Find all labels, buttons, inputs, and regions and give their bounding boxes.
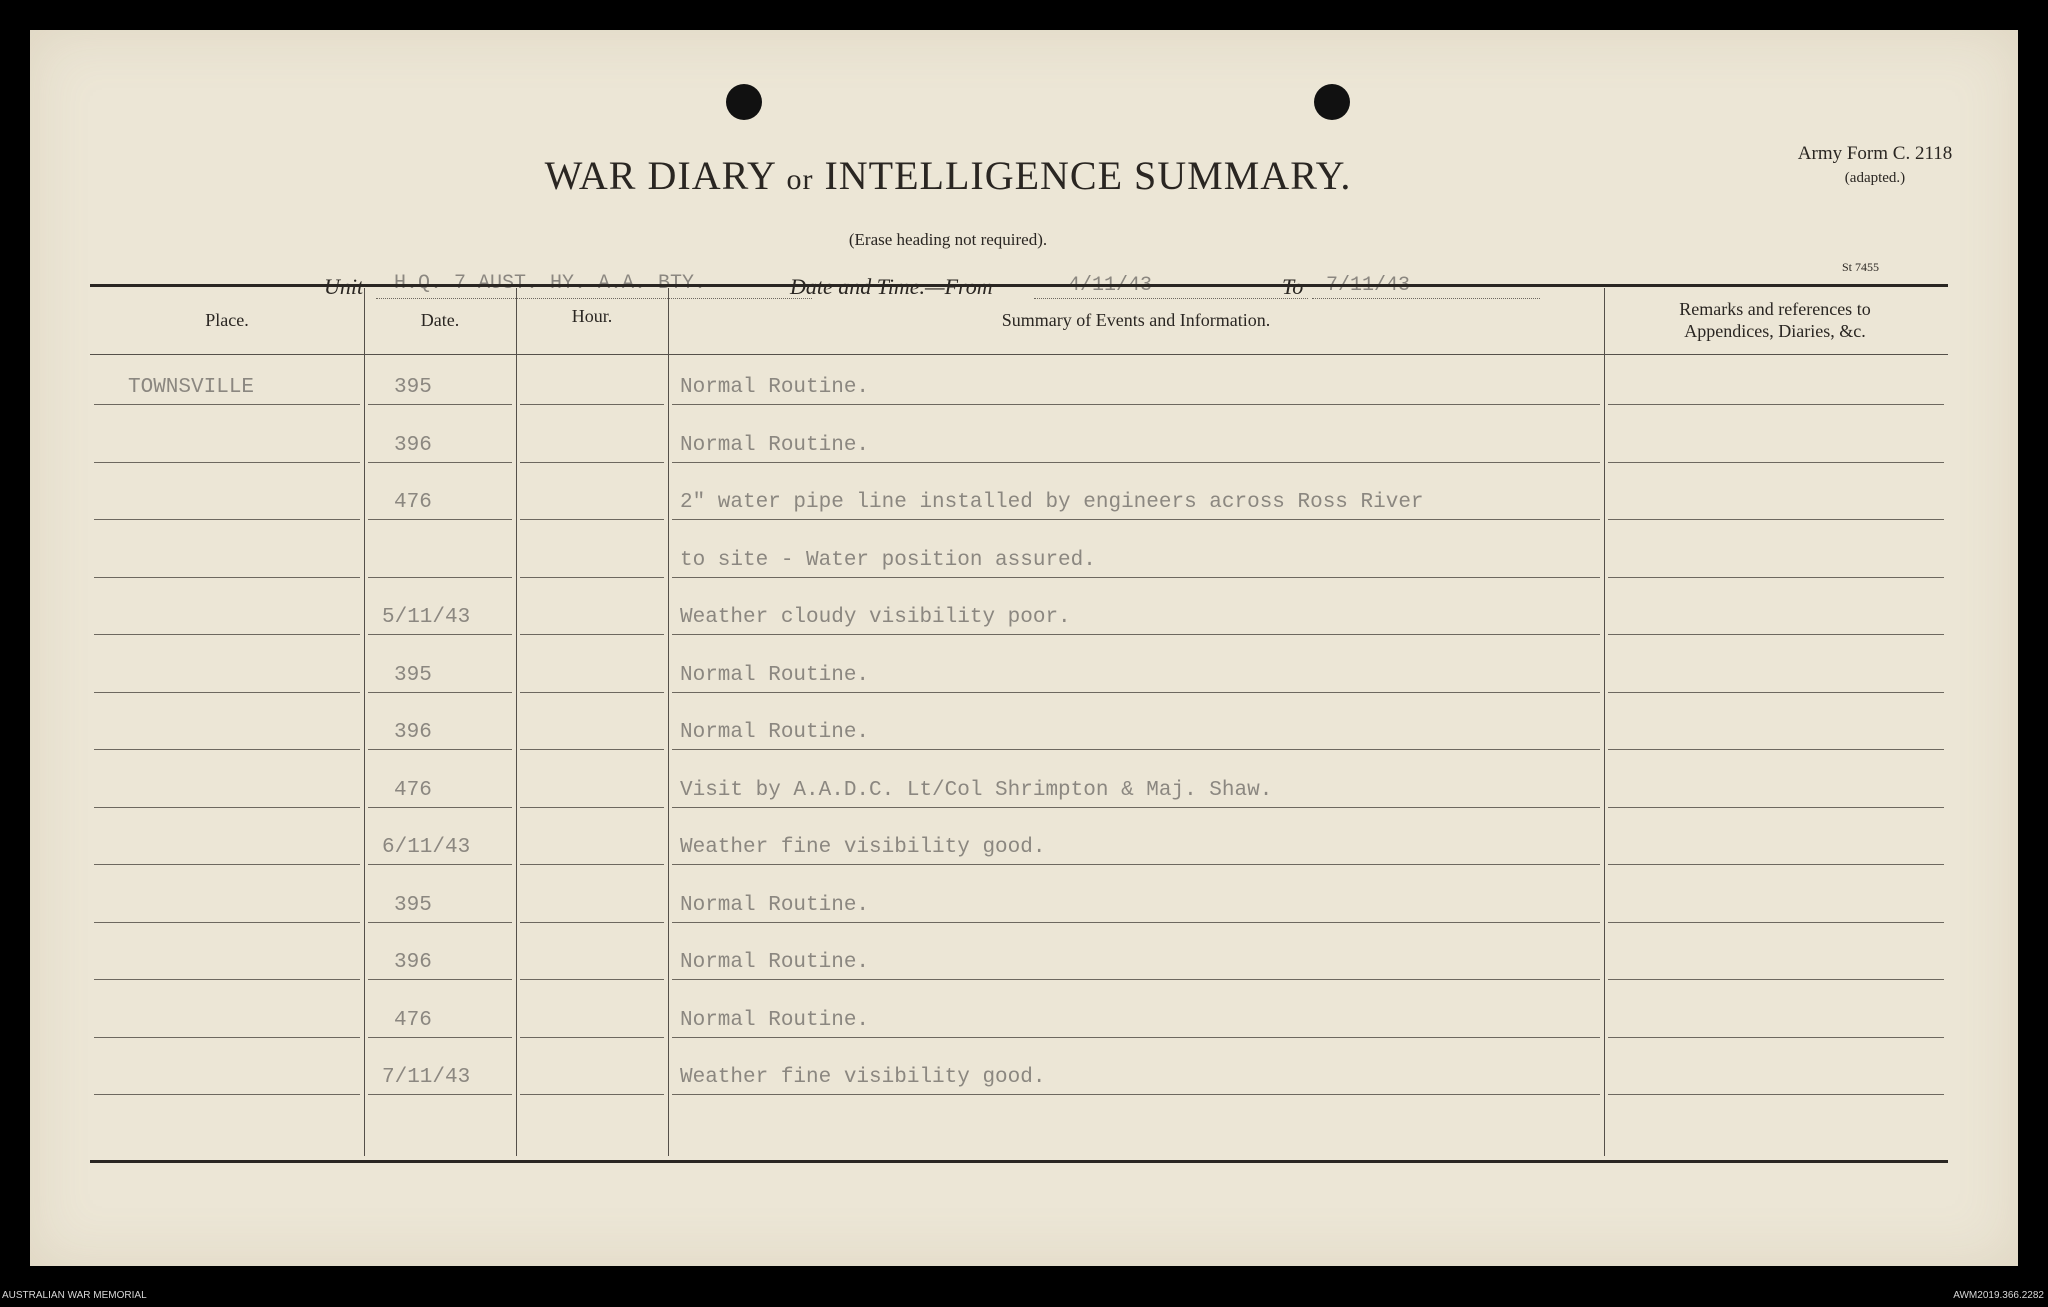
row-rule-remarks	[1608, 519, 1944, 520]
row-rule	[94, 864, 360, 865]
table-top-rule	[90, 284, 1948, 287]
cell-summary: Normal Routine.	[680, 721, 870, 744]
row-rule	[672, 462, 1600, 463]
row-rule	[94, 1037, 360, 1038]
column-divider	[364, 288, 365, 1156]
cell-date: 395	[394, 663, 432, 687]
row-rule	[672, 404, 1600, 405]
row-rule	[520, 519, 664, 520]
row-rule	[368, 1037, 512, 1038]
cell-date: 7/11/43	[382, 1066, 471, 1089]
row-rule	[520, 692, 664, 693]
unit-value: H.Q. 7 AUST. HY. A.A. BTY.	[394, 272, 707, 295]
row-rule	[520, 749, 664, 750]
row-rule	[520, 462, 664, 463]
row-rule	[94, 577, 360, 578]
row-rule	[368, 807, 512, 808]
row-rule	[520, 634, 664, 635]
column-divider	[668, 288, 669, 1156]
row-rule-remarks	[1608, 807, 1944, 808]
row-rule	[94, 404, 360, 405]
cell-summary: Weather cloudy visibility poor.	[680, 606, 1071, 629]
row-rule	[672, 692, 1600, 693]
cell-summary: Normal Routine.	[680, 1008, 870, 1032]
row-rule	[94, 1094, 360, 1095]
table-bottom-rule	[90, 1160, 1948, 1163]
unit-dotted-line	[376, 298, 812, 299]
row-rule	[368, 1094, 512, 1095]
row-rule	[94, 922, 360, 923]
row-rule	[94, 634, 360, 635]
row-rule	[520, 404, 664, 405]
row-rule-remarks	[1608, 692, 1944, 693]
row-rule	[94, 462, 360, 463]
cell-date: 396	[394, 721, 432, 744]
page-title	[30, 152, 1866, 199]
cell-date: 6/11/43	[382, 836, 471, 859]
row-rule-remarks	[1608, 404, 1944, 405]
unit-label: Unit	[324, 274, 364, 299]
cell-date: 476	[394, 491, 432, 514]
to-dotted-line	[1312, 298, 1540, 299]
row-rule	[368, 864, 512, 865]
punch-hole-left	[726, 84, 762, 120]
row-rule	[368, 979, 512, 980]
table-header-rule	[90, 354, 1948, 355]
column-header-summary: Summary of Events and Information.	[1001, 310, 1271, 330]
row-rule	[368, 404, 512, 405]
row-rule	[94, 519, 360, 520]
column-divider	[516, 288, 517, 1156]
row-rule	[672, 979, 1600, 980]
cell-date: 476	[394, 1008, 432, 1032]
row-rule-remarks	[1608, 1094, 1944, 1095]
cell-summary: Normal Routine.	[680, 893, 870, 917]
row-rule	[672, 1037, 1600, 1038]
to-value: 7/11/43	[1326, 274, 1411, 297]
row-rule	[672, 807, 1600, 808]
cell-date: 476	[394, 778, 432, 802]
cell-summary: Weather fine visibility good.	[680, 836, 1046, 859]
title-intelligence-summary: INTELLIGENCE SUMMARY.	[824, 153, 1352, 198]
footer-accession-number: AWM2019.366.2282	[1953, 1290, 2044, 1301]
cell-date: 396	[394, 433, 432, 457]
cell-date: 395	[394, 376, 432, 399]
column-divider	[1604, 288, 1605, 1156]
row-rule	[368, 749, 512, 750]
row-rule	[368, 462, 512, 463]
cell-summary: Weather fine visibility good.	[680, 1066, 1046, 1089]
row-rule	[672, 922, 1600, 923]
row-rule-remarks	[1608, 462, 1944, 463]
row-rule	[520, 807, 664, 808]
row-rule	[672, 577, 1600, 578]
title-or: or	[786, 163, 814, 196]
cell-date: 395	[394, 893, 432, 917]
row-rule	[672, 749, 1600, 750]
cell-place: TOWNSVILLE	[128, 376, 255, 399]
column-header-date: Date.	[420, 310, 460, 330]
row-rule	[520, 1094, 664, 1095]
row-rule-remarks	[1608, 979, 1944, 980]
row-rule	[520, 864, 664, 865]
cell-summary: Normal Routine.	[680, 951, 870, 974]
cell-summary: Normal Routine.	[680, 663, 870, 687]
army-form-adapted: (adapted.)	[1844, 170, 1906, 186]
row-rule	[520, 1037, 664, 1038]
row-rule-remarks	[1608, 864, 1944, 865]
column-header-remarks: Remarks and references to Appendices, Diaries, &c.	[1679, 299, 1871, 341]
cell-summary: to site - Water position assured.	[680, 548, 1096, 572]
punch-hole-right	[1314, 84, 1350, 120]
title-war-diary: WAR DIARY	[544, 153, 776, 198]
column-header-hour: Hour.	[571, 306, 613, 326]
cell-date: 396	[394, 951, 432, 974]
to-label: To	[1282, 274, 1304, 299]
row-rule-remarks	[1608, 749, 1944, 750]
cell-summary: Normal Routine.	[680, 376, 870, 399]
column-header-place: Place.	[205, 310, 249, 330]
erase-note: (Erase heading not required).	[848, 230, 1048, 249]
diary-page	[30, 30, 2018, 1266]
row-rule-remarks	[1608, 1037, 1944, 1038]
cell-date: 5/11/43	[382, 606, 471, 629]
row-rule	[672, 634, 1600, 635]
row-rule	[94, 749, 360, 750]
army-form-number: Army Form C. 2118	[1797, 143, 1953, 164]
from-value: 4/11/43	[1068, 274, 1153, 297]
row-rule	[672, 864, 1600, 865]
row-rule	[520, 922, 664, 923]
row-rule	[368, 519, 512, 520]
row-rule-remarks	[1608, 634, 1944, 635]
row-rule	[520, 979, 664, 980]
row-rule	[368, 634, 512, 635]
row-rule	[672, 519, 1600, 520]
footer-archive-name: AUSTRALIAN WAR MEMORIAL	[2, 1290, 147, 1301]
cell-summary: 2" water pipe line installed by engineers across Ross River	[680, 491, 1424, 514]
row-rule	[94, 692, 360, 693]
cell-summary: Visit by A.A.D.C. Lt/Col Shrimpton & Maj. Shaw.	[680, 778, 1273, 802]
row-rule-remarks	[1608, 922, 1944, 923]
row-rule	[672, 1094, 1600, 1095]
row-rule	[94, 979, 360, 980]
from-dotted-line	[1034, 298, 1308, 299]
row-rule	[368, 922, 512, 923]
date-time-label: Date and Time.—From	[790, 274, 993, 299]
row-rule	[368, 577, 512, 578]
stock-number: St 7455	[1842, 260, 1880, 274]
row-rule	[94, 807, 360, 808]
army-form-label	[1760, 142, 1990, 190]
row-rule-remarks	[1608, 577, 1944, 578]
row-rule	[520, 577, 664, 578]
row-rule	[368, 692, 512, 693]
cell-summary: Normal Routine.	[680, 433, 870, 457]
